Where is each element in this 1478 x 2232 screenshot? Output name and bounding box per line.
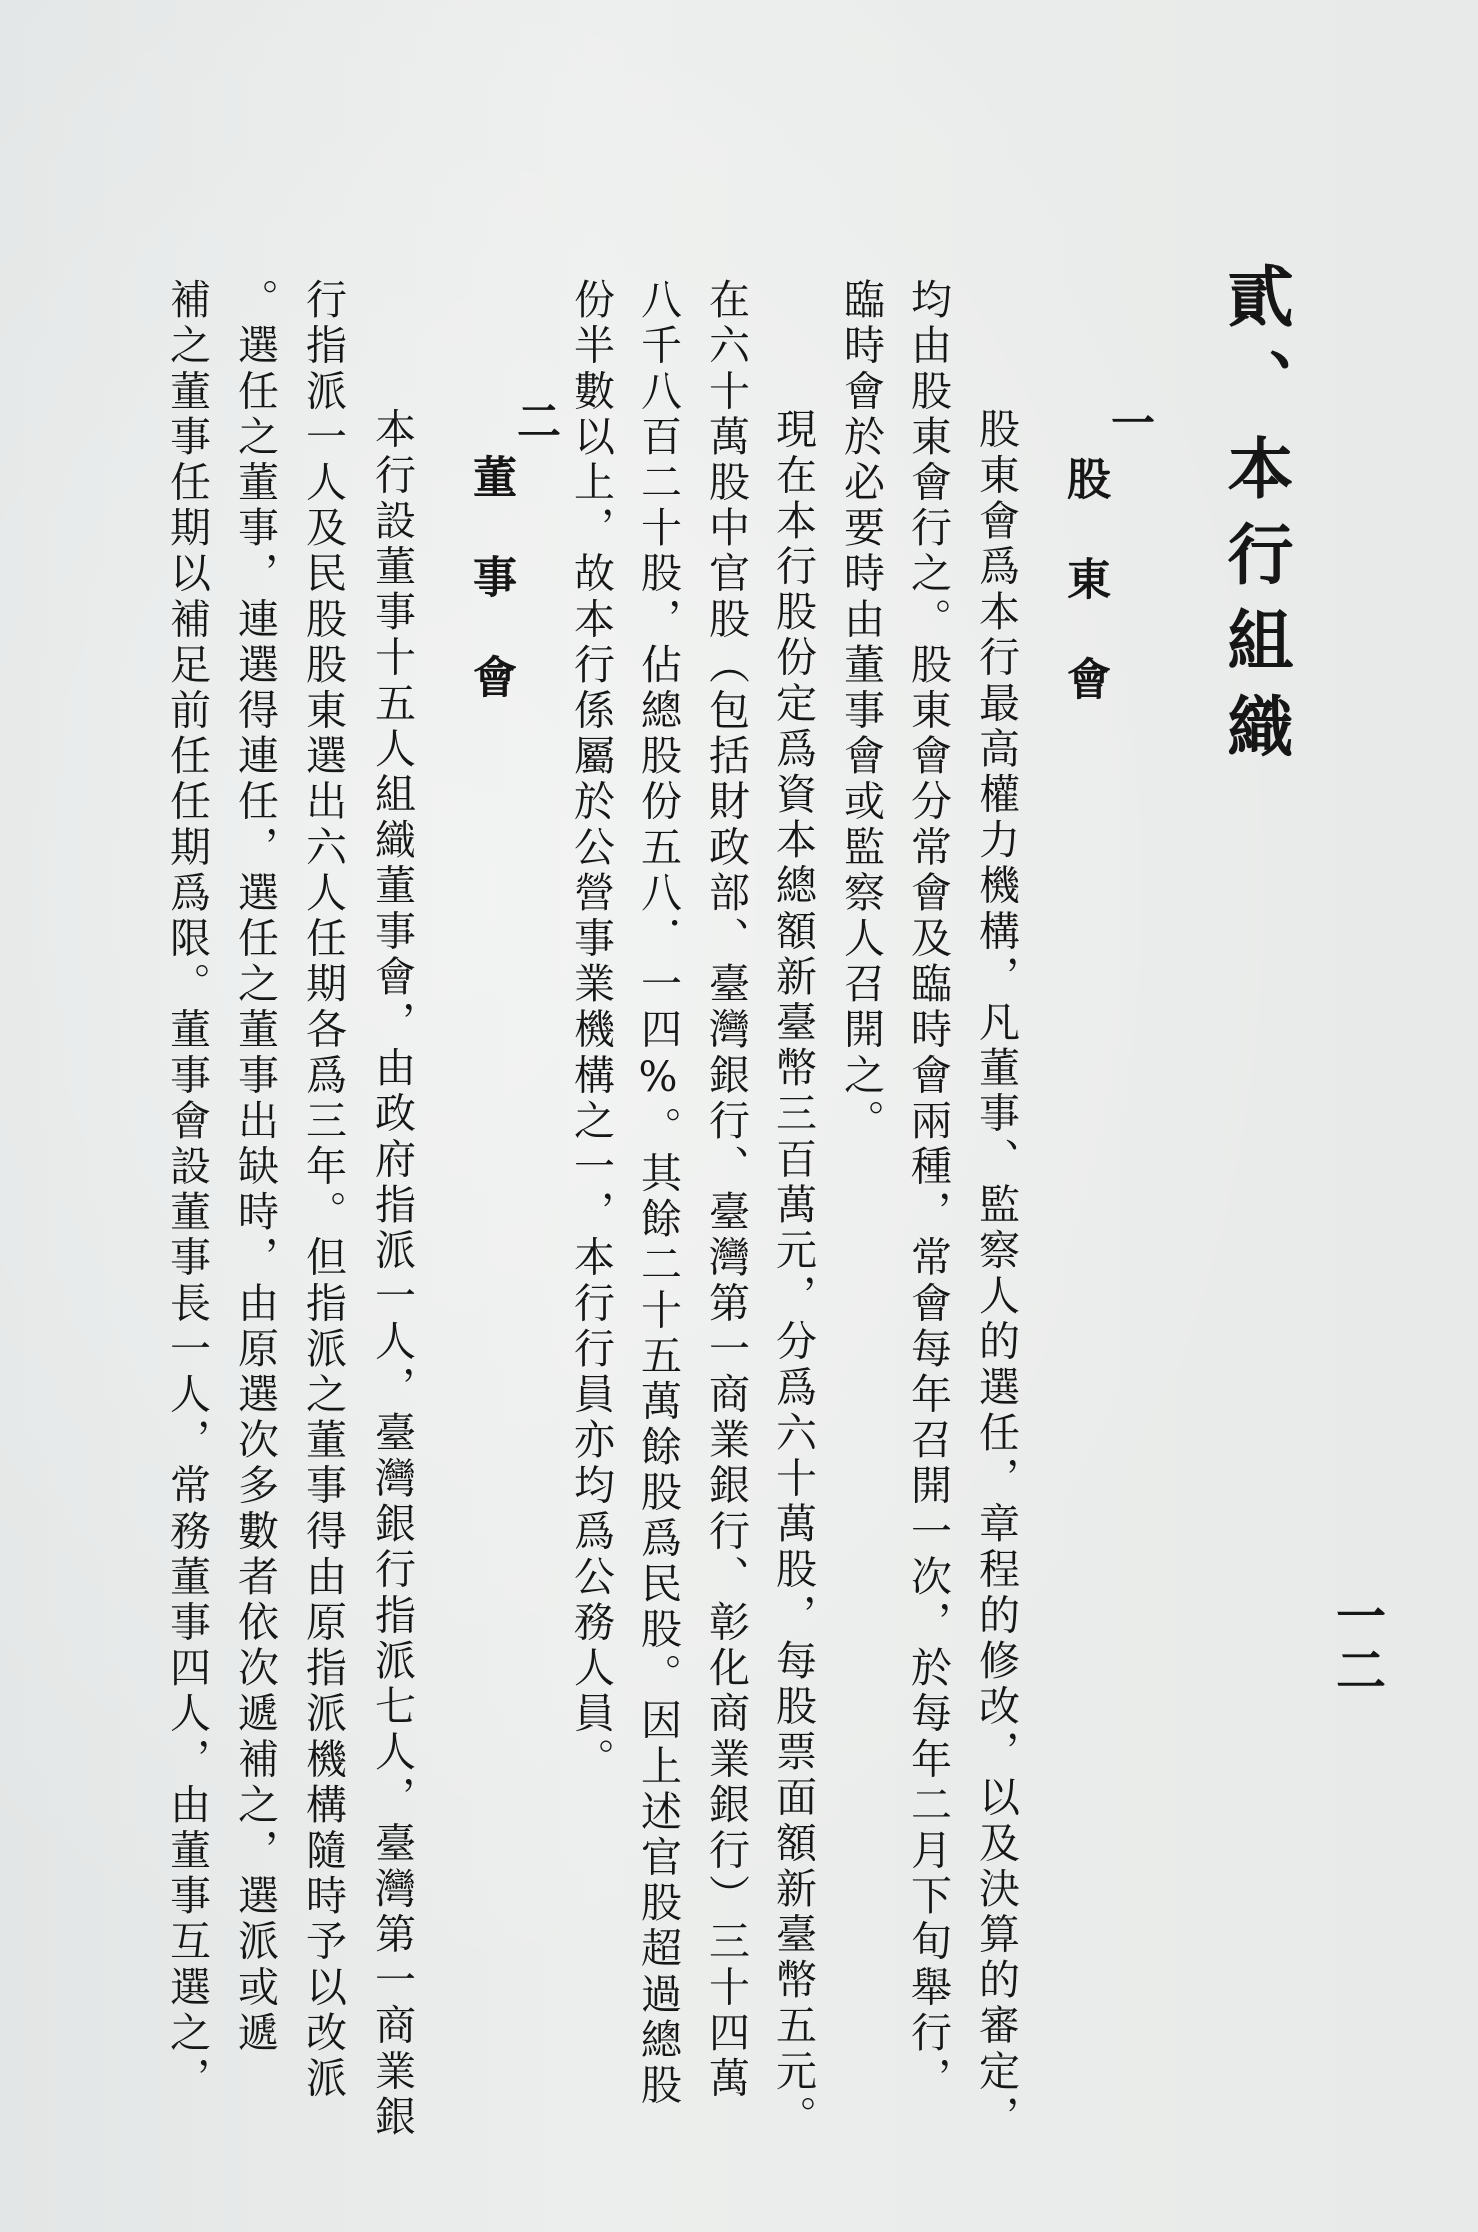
chapter-title: 貳、本行組織 [1216, 262, 1294, 778]
text-column: 股東會爲本行最高權力機構，凡董事、監察人的選任，章程的修改，以及決算的審定， [972, 362, 1020, 2141]
text-column: 。選任之董事，連選得連任，選任之董事出缺時，由原選次多數者依次遞補之，選派或遞 [231, 278, 279, 2057]
text-column: 行指派一人及民股股東選出六人任期各爲三年。但指派之董事得由原指派機構隨時予以改派 [299, 278, 347, 2102]
section-heading-shareholders-meeting: 一 股東會 [1059, 400, 1154, 700]
text-column: 在六十萬股中官股（包括財政部、臺灣銀行、臺灣第一商業銀行、彰化商業銀行）三十四萬 [702, 278, 750, 2102]
text-column: 臨時會於必要時由董事會或監察人召開之。 [837, 278, 885, 1145]
text-column: 均由股東會行之。股東會分常會及臨時會兩種，常會每年召開一次，於每年二月下旬舉行， [904, 278, 952, 2102]
text-column: 份半數以上，故本行係屬於公營事業機構之一，本行行員亦均爲公務人員。 [567, 278, 615, 1783]
section-number: 二 [509, 398, 560, 442]
section-number: 一 [1103, 400, 1154, 444]
section-heading-board-of-directors: 二 董事會 [465, 398, 560, 698]
text-column: 八千八百二十股，佔總股份五八．一四%。其餘二十五萬餘股爲民股。因上述官股超過總股 [634, 278, 682, 2109]
text-column: 補之董事任期以補足前任任期爲限。董事會設董事長一人，常務董事四人，由董事互選之， [163, 278, 211, 2102]
text-column: 現在本行股份定爲資本總額新臺幣三百萬元，分爲六十萬股，每股票面額新臺幣五元。 [769, 362, 817, 2141]
text-column: 本行設董事十五人組織董事會，由政府指派一人，臺灣銀行指派七人，臺灣第一商業銀 [368, 362, 416, 2141]
page-number: 一二 [1328, 1590, 1387, 1698]
